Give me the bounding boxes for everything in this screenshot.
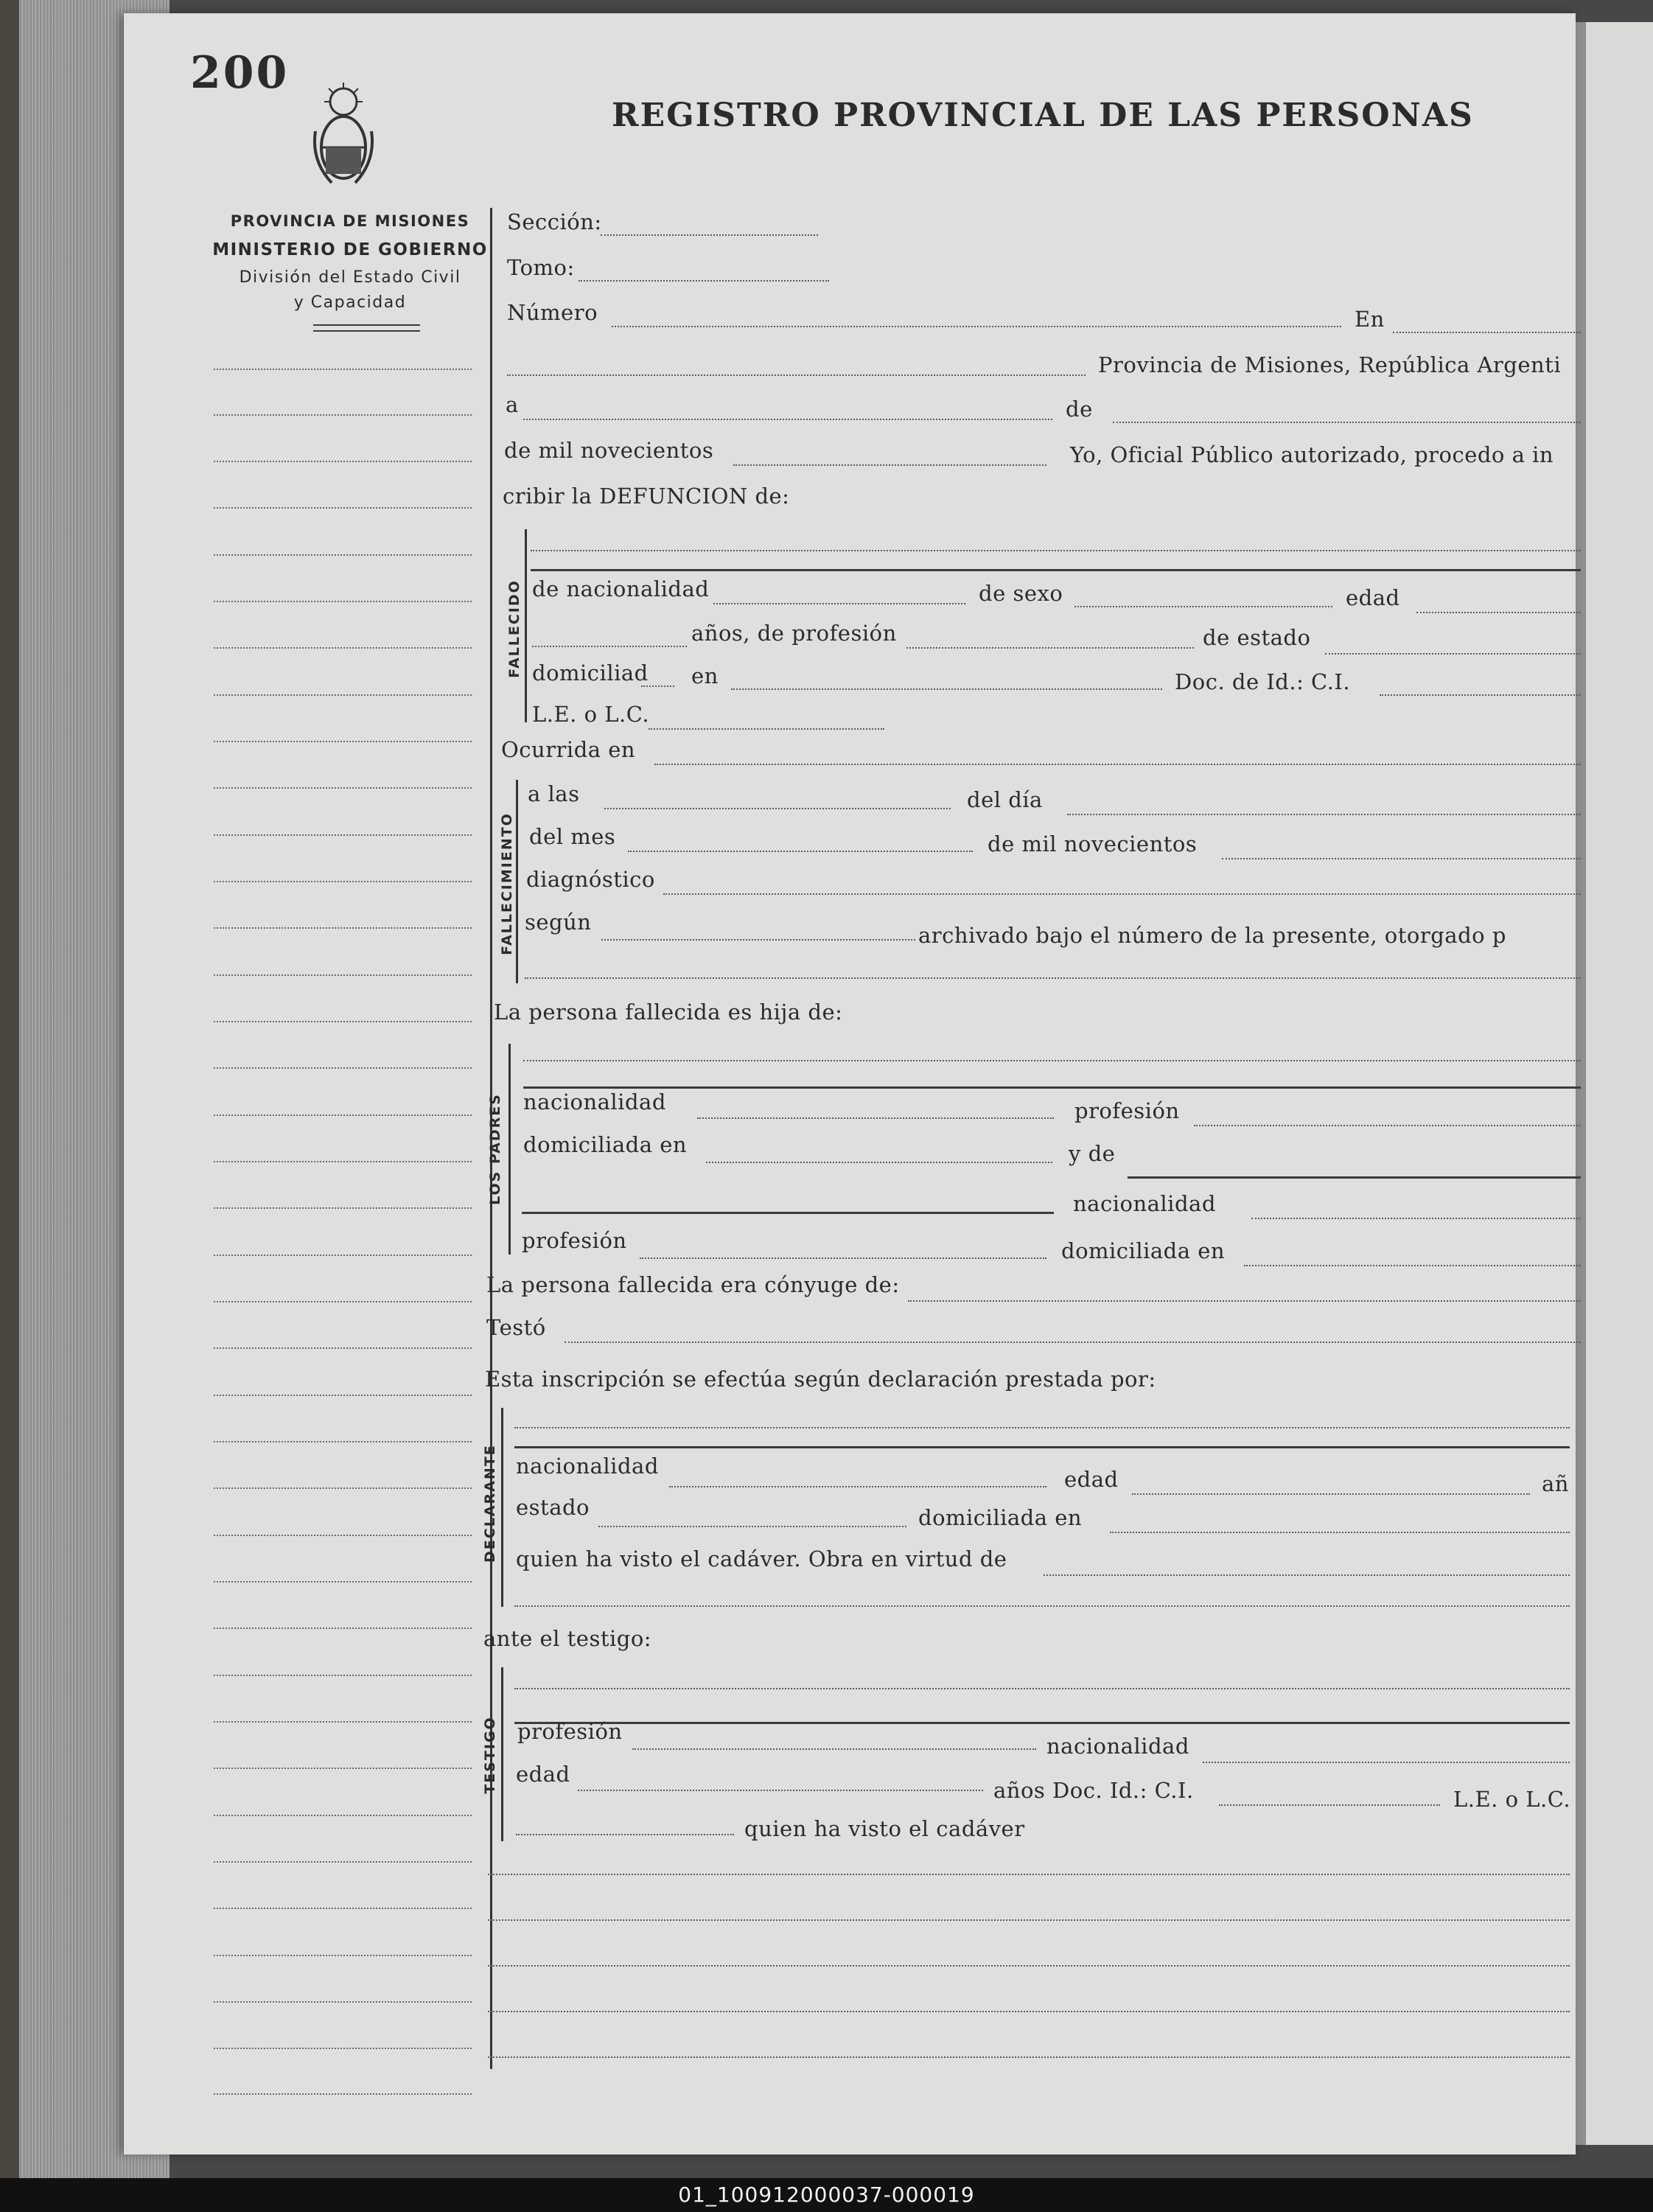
testigo-label: TESTIGO <box>482 1716 498 1794</box>
label-domiciliada-en-padre: domiciliada en <box>523 1132 688 1157</box>
fallecido-rule <box>531 569 1581 571</box>
tomo-field[interactable] <box>579 280 829 282</box>
madre-domicilio-field[interactable] <box>1244 1265 1581 1266</box>
padres-rule <box>523 1086 1581 1089</box>
label-de: de <box>1066 397 1093 422</box>
margin-line <box>214 741 472 742</box>
margin-line <box>214 1861 472 1863</box>
margin-line <box>214 554 472 556</box>
declarante-domicilio-field[interactable] <box>1110 1532 1570 1533</box>
madre-name-field-2[interactable] <box>522 1212 1054 1214</box>
label-del-dia: del día <box>967 787 1043 812</box>
book-spine <box>0 0 19 2178</box>
testigo-edad-field[interactable] <box>578 1790 983 1791</box>
margin-line <box>214 461 472 462</box>
label-a-las: a las <box>528 781 580 806</box>
margin-line <box>214 1395 472 1396</box>
margin-line <box>214 601 472 602</box>
margin-line <box>214 1067 472 1069</box>
edad-field[interactable] <box>1416 612 1581 613</box>
padre-nacionalidad-field[interactable] <box>697 1117 1054 1119</box>
header-province: PROVINCIA DE MISIONES <box>230 212 470 230</box>
label-archivado: archivado bajo el número de la presente, otorgado p <box>918 923 1506 948</box>
place-field[interactable] <box>507 374 1086 376</box>
a-field[interactable] <box>523 419 1052 420</box>
right-page <box>1586 22 1653 2145</box>
padres-bracket <box>509 1044 511 1255</box>
label-de-sexo: de sexo <box>979 581 1063 606</box>
header-division: División del Estado Civil <box>239 268 461 287</box>
observaciones-line[interactable] <box>488 2056 1570 2058</box>
label-edad: edad <box>1346 585 1400 610</box>
nacionalidad-field[interactable] <box>713 603 965 604</box>
testigo-profesion-field[interactable] <box>632 1748 1036 1750</box>
year-field[interactable] <box>733 464 1046 466</box>
label-declarante-estado: estado <box>516 1495 590 1520</box>
declarante-extra-field[interactable] <box>514 1605 1570 1607</box>
margin-line <box>214 1908 472 1909</box>
mes-field[interactable] <box>628 851 973 852</box>
fallecido-name-field[interactable] <box>531 550 1581 551</box>
testo-field[interactable] <box>565 1341 1581 1343</box>
margin-line <box>214 1021 472 1022</box>
domicilio-field[interactable] <box>731 688 1162 690</box>
label-de-nacionalidad: de nacionalidad <box>532 576 710 601</box>
testigo-bracket <box>501 1667 503 1841</box>
margin-line <box>214 1487 472 1489</box>
margin-line <box>214 881 472 882</box>
margin-line <box>214 834 472 836</box>
label-en-domicilio: en <box>691 663 719 688</box>
ci-field[interactable] <box>1380 694 1581 696</box>
margin-line <box>214 1114 472 1116</box>
margin-line <box>214 787 472 789</box>
header-underline <box>313 324 420 326</box>
label-doc-id: Doc. de Id.: C.I. <box>1175 669 1351 694</box>
margin-line <box>214 974 472 976</box>
testigo-nacionalidad-field[interactable] <box>1203 1762 1570 1763</box>
margin-line <box>214 1815 472 1816</box>
margin-line <box>214 1955 472 1956</box>
label-testigo-le-lc: L.E. o L.C. <box>1453 1787 1571 1812</box>
label-nacionalidad-padre: nacionalidad <box>523 1089 666 1114</box>
dia-field[interactable] <box>1067 814 1581 815</box>
margin-line <box>214 2048 472 2049</box>
declarante-bracket <box>501 1408 503 1607</box>
padre-domicilio-field[interactable] <box>706 1162 1052 1163</box>
label-testigo-edad: edad <box>516 1762 570 1787</box>
coat-of-arms-emblem <box>310 80 377 190</box>
sexo-field[interactable] <box>1074 606 1332 607</box>
label-profesion-madre: profesión <box>522 1228 627 1253</box>
fallecimiento-bracket <box>516 780 518 983</box>
anos-field[interactable] <box>532 646 687 647</box>
observaciones-line[interactable] <box>488 1919 1570 1921</box>
label-seccion: Sección: <box>507 209 602 234</box>
margin-line <box>214 1161 472 1162</box>
fallecido-bracket <box>525 529 527 722</box>
le-lc-field[interactable] <box>649 728 884 730</box>
margin-line <box>214 369 472 370</box>
label-testigo-profesion: profesión <box>517 1719 623 1744</box>
label-le-lc: L.E. o L.C. <box>532 702 650 727</box>
label-ocurrida-en: Ocurrida en <box>501 737 636 762</box>
declarante-edad-field[interactable] <box>1132 1493 1530 1495</box>
margin-line <box>214 1721 472 1723</box>
observaciones-line[interactable] <box>488 2011 1570 2012</box>
padre-name-field[interactable] <box>523 1060 1581 1061</box>
margin-line <box>214 1441 472 1442</box>
label-declarante-domiciliada-en: domiciliada en <box>918 1505 1083 1530</box>
header-underline <box>313 330 420 332</box>
declarante-estado-field[interactable] <box>598 1526 906 1527</box>
numero-field[interactable] <box>612 326 1341 327</box>
label-del-mes: del mes <box>529 824 616 849</box>
label-nacionalidad-madre: nacionalidad <box>1073 1191 1216 1216</box>
label-tomo: Tomo: <box>507 255 575 280</box>
obra-en-virtud-field[interactable] <box>1044 1574 1570 1576</box>
estado-field[interactable] <box>1325 653 1581 655</box>
page-number: 200 <box>190 47 290 99</box>
segun-field[interactable] <box>601 939 915 941</box>
label-domiciliad: domiciliad <box>532 660 649 685</box>
label-de-estado: de estado <box>1203 625 1311 650</box>
testigo-rule <box>514 1722 1570 1724</box>
declarante-label: DECLARANTE <box>482 1444 498 1563</box>
right-page-shadow <box>1574 22 1586 2145</box>
label-testigo-nacionalidad: nacionalidad <box>1046 1734 1189 1759</box>
label-quien-ha-visto: quien ha visto el cadáver. Obra en virtud de <box>516 1546 1007 1571</box>
declarante-name-field[interactable] <box>514 1427 1570 1428</box>
margin-line <box>214 507 472 509</box>
margin-line <box>214 1207 472 1209</box>
margin-line <box>214 1675 472 1676</box>
label-domiciliada-en-madre: domiciliada en <box>1061 1238 1226 1263</box>
declarante-rule <box>514 1446 1570 1448</box>
label-declarante-anos: añ <box>1542 1471 1569 1496</box>
margin-line <box>214 1627 472 1629</box>
label-diagnostico: diagnóstico <box>526 867 655 892</box>
margin-line <box>214 1768 472 1769</box>
label-profesion-padre: profesión <box>1074 1098 1180 1123</box>
label-a: a <box>506 392 519 417</box>
en-field[interactable] <box>1393 332 1581 333</box>
domiciliad-suffix-field[interactable] <box>641 685 674 687</box>
label-conyuge-de: La persona fallecida era cónyuge de: <box>486 1272 900 1297</box>
image-id-caption: 01_100912000037-000019 <box>0 2178 1653 2212</box>
label-yo-oficial: Yo, Oficial Público autorizado, procedo a in <box>1070 442 1554 467</box>
margin-line <box>214 2001 472 2003</box>
label-declarante-edad: edad <box>1064 1467 1119 1492</box>
conyuge-field[interactable] <box>908 1300 1581 1302</box>
label-en: En <box>1355 307 1385 332</box>
label-provincia: Provincia de Misiones, República Argenti <box>1098 352 1562 377</box>
margin-line <box>214 647 472 649</box>
hora-field[interactable] <box>604 808 951 809</box>
margin-line <box>214 1255 472 1256</box>
label-numero: Número <box>507 300 598 325</box>
otorgado-field[interactable] <box>525 977 1581 979</box>
margin-line <box>214 1535 472 1536</box>
anio-field[interactable] <box>1222 858 1581 859</box>
label-cribir: cribir la DEFUNCION de: <box>503 484 790 509</box>
label-hija-de: La persona fallecida es hija de: <box>494 999 843 1025</box>
label-de-mil-novecientos-2: de mil novecientos <box>988 831 1198 856</box>
label-testigo-quien-ha-visto: quien ha visto el cadáver <box>744 1816 1025 1841</box>
margin-line <box>214 1301 472 1302</box>
diagnostico-field[interactable] <box>663 893 1581 895</box>
testigo-name-field[interactable] <box>514 1688 1570 1689</box>
label-testo: Testó <box>486 1315 546 1340</box>
de-field[interactable] <box>1113 422 1581 423</box>
padre-profesion-field[interactable] <box>1194 1125 1581 1126</box>
form-title: REGISTRO PROVINCIAL DE LAS PERSONAS <box>612 97 1474 134</box>
margin-line <box>214 927 472 929</box>
label-ante-testigo: ante el testigo: <box>483 1626 652 1651</box>
label-anos-profesion: años, de profesión <box>691 621 897 646</box>
observaciones-line[interactable] <box>488 1965 1570 1967</box>
madre-profesion-field[interactable] <box>640 1257 1046 1259</box>
fallecimiento-label: FALLECIMIENTO <box>499 812 515 955</box>
testigo-le-lc-field[interactable] <box>516 1834 734 1835</box>
profesion-field[interactable] <box>906 647 1194 649</box>
madre-name-field[interactable] <box>1128 1176 1581 1179</box>
padres-label: LOS PADRES <box>487 1093 503 1205</box>
header-ministry: MINISTERIO DE GOBIERNO <box>212 240 488 259</box>
declarante-nacionalidad-field[interactable] <box>669 1486 1046 1487</box>
seccion-field[interactable] <box>601 234 818 236</box>
margin-line <box>214 694 472 696</box>
fallecido-label: FALLECIDO <box>506 579 523 678</box>
testigo-ci-field[interactable] <box>1219 1804 1440 1806</box>
label-y-de: y de <box>1069 1141 1116 1166</box>
label-de-mil-novecientos: de mil novecientos <box>504 438 714 463</box>
madre-nacionalidad-field[interactable] <box>1251 1218 1581 1219</box>
margin-line <box>214 1581 472 1583</box>
header-capacity: y Capacidad <box>293 293 407 312</box>
label-segun: según <box>525 910 592 935</box>
observaciones-line[interactable] <box>488 1874 1570 1875</box>
margin-line <box>214 414 472 416</box>
margin-line <box>214 2093 472 2095</box>
margin-line <box>214 1347 472 1349</box>
ocurrida-field[interactable] <box>654 764 1581 765</box>
label-declarante-nacionalidad: nacionalidad <box>516 1454 659 1479</box>
label-inscripcion: Esta inscripción se efectúa según declaración prestada por: <box>485 1367 1156 1392</box>
label-testigo-anos-doc: años Doc. Id.: C.I. <box>993 1778 1194 1803</box>
